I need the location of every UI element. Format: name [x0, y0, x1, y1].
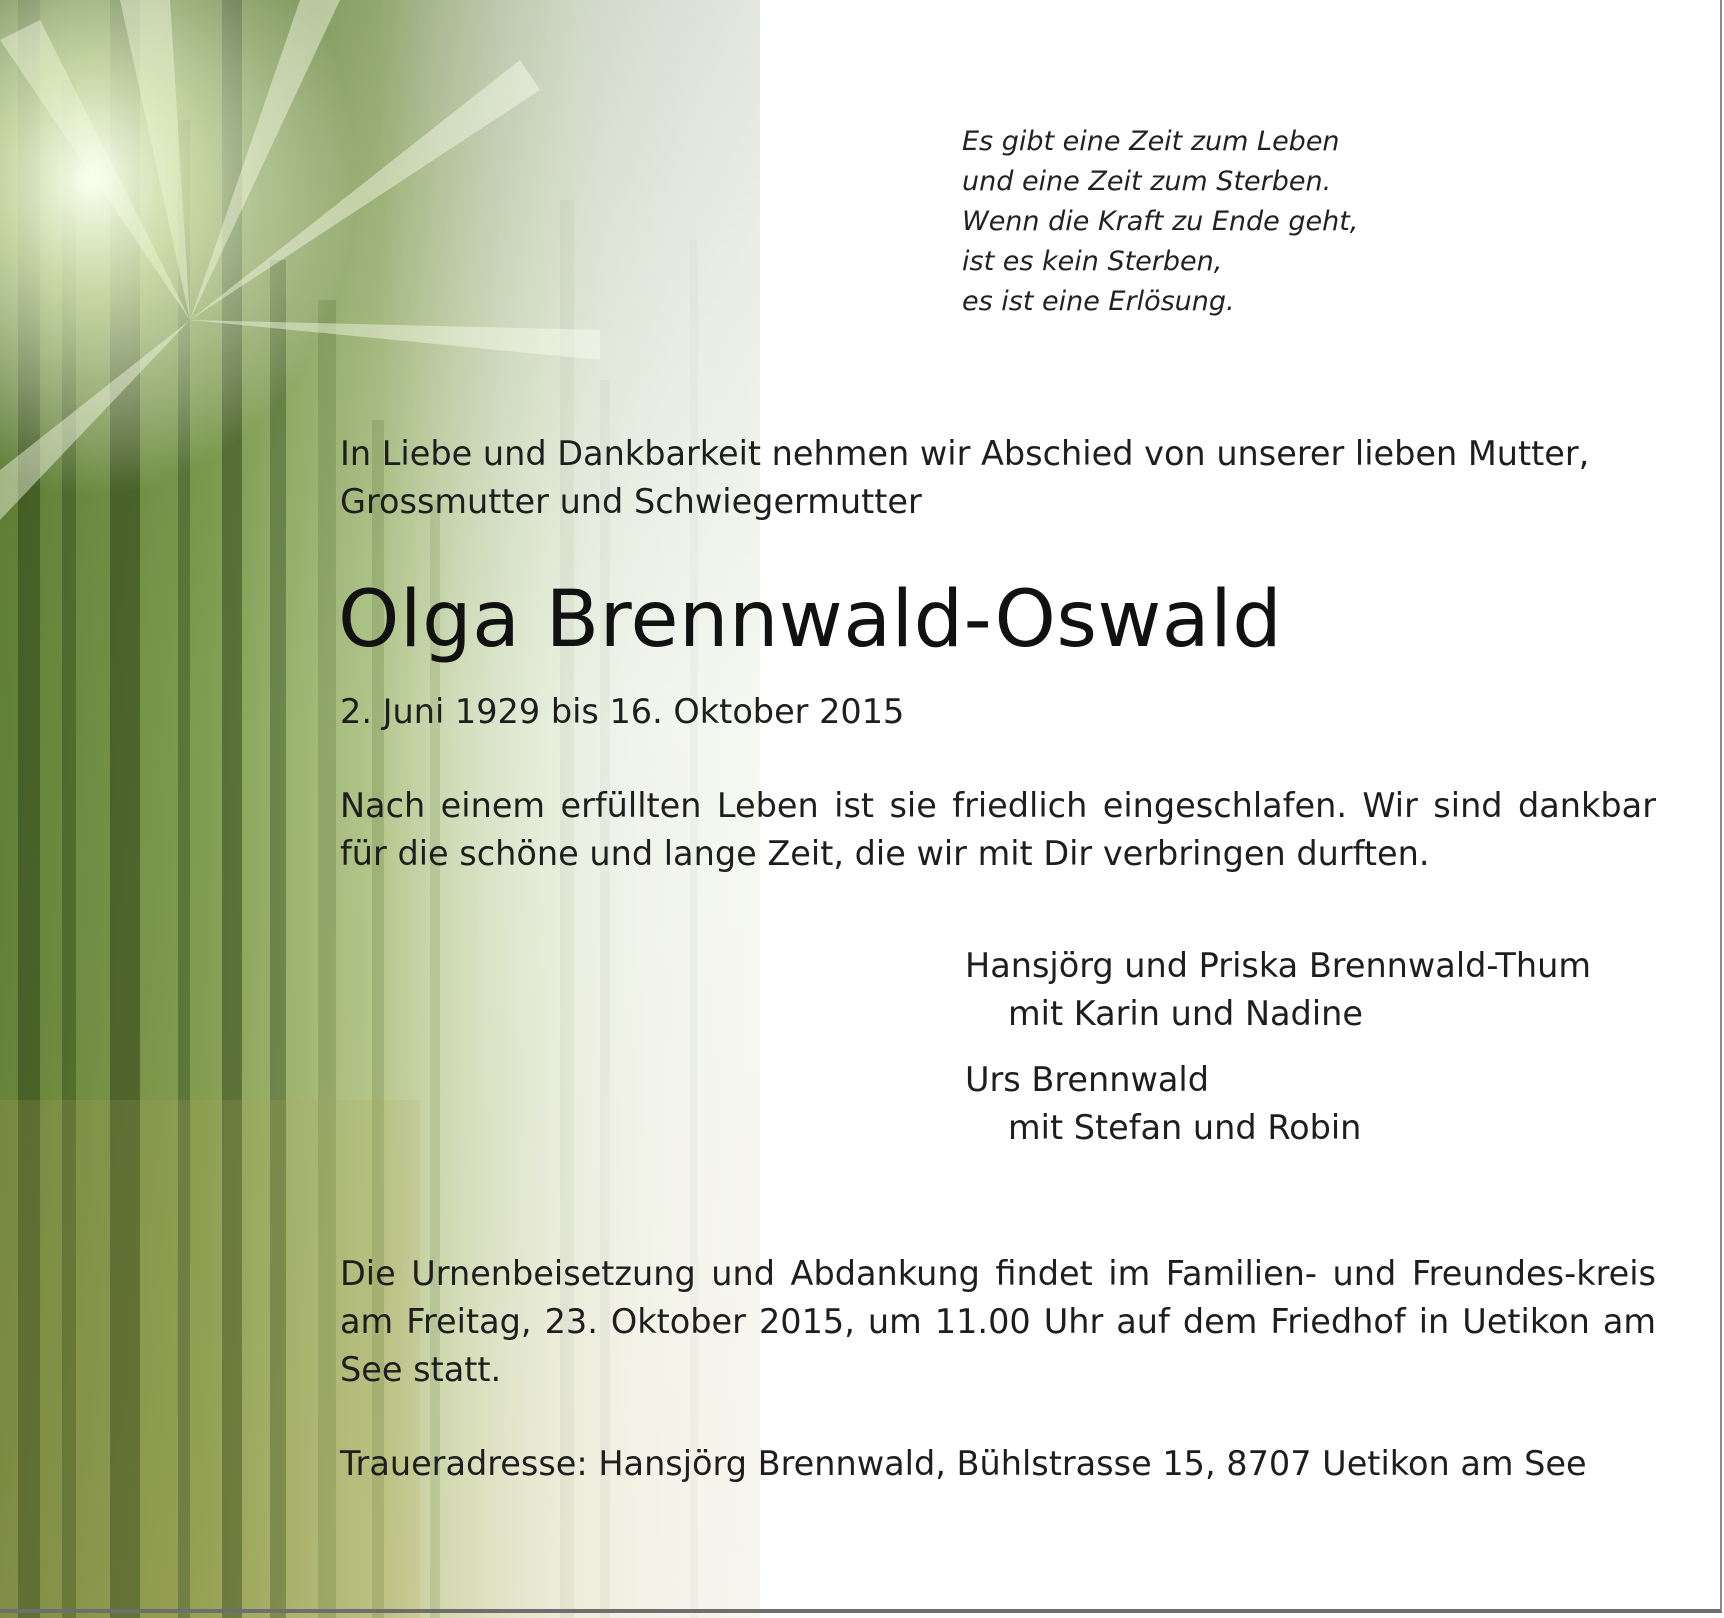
poem	[962, 122, 1358, 322]
intro-line: Grossmutter und Schwiegermutter	[340, 482, 922, 521]
farewell-message: Nach einem erfüllten Leben ist sie friedlich eingeschlafen. Wir sind dankbar für die schöne und lange Zeit, die wir mit Dir verbringen durften.	[340, 786, 1656, 873]
poem-line: und eine Zeit zum Sterben.	[962, 166, 1332, 197]
deceased-name: Olga Brennwald-Oswald	[338, 575, 1283, 665]
poem-line: ist es kein Sterben,	[962, 246, 1223, 277]
family-children: mit Karin und Nadine	[1008, 994, 1363, 1033]
mourning-address: Traueradresse: Hansjörg Brennwald, Bühlstrasse 15, 8707 Uetikon am See	[340, 1444, 1587, 1483]
family-signatures	[965, 942, 1591, 1170]
intro-text	[340, 430, 1660, 526]
ceremony-details: Die Urnenbeisetzung und Abdankung findet im Familien- und Freundes-kreis am Freitag, 23. Oktober 2015, um 11.00 Uhr auf dem Friedhof in Uetikon am See statt.	[340, 1254, 1656, 1389]
life-dates: 2. Juni 1929 bis 16. Oktober 2015	[340, 692, 905, 731]
intro-line: In Liebe und Dankbarkeit nehmen wir Abschied von unserer lieben Mutter,	[340, 434, 1590, 473]
family-children: mit Stefan und Robin	[1008, 1108, 1362, 1147]
poem-line: Es gibt eine Zeit zum Leben	[962, 126, 1340, 157]
family-main-name: Hansjörg und Priska Brennwald-Thum	[965, 946, 1591, 985]
family-group	[965, 942, 1591, 1038]
poem-line: Wenn die Kraft zu Ende geht,	[962, 206, 1359, 237]
family-group	[965, 1056, 1591, 1152]
poem-line: es ist eine Erlösung.	[962, 286, 1235, 317]
family-main-name: Urs Brennwald	[965, 1060, 1209, 1099]
